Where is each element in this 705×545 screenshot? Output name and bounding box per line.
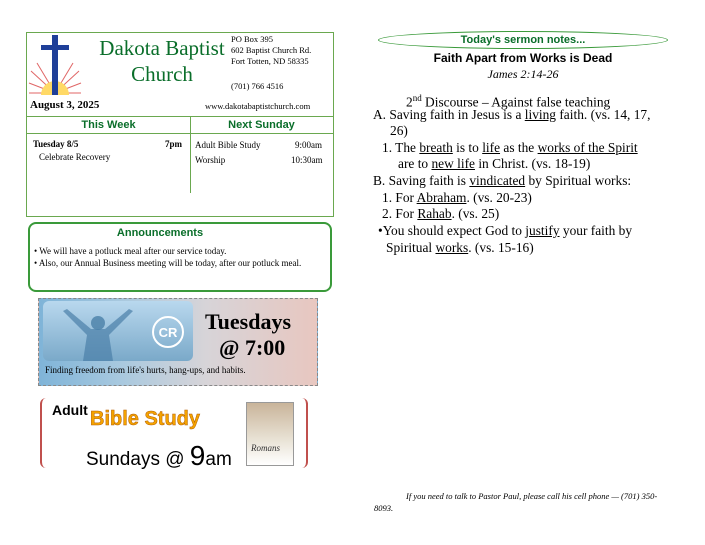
- cr-logo-icon: [151, 315, 185, 349]
- fill-in-blank: living: [524, 107, 556, 122]
- point-a1: [382, 140, 638, 156]
- note-text: as the: [500, 140, 538, 155]
- note-text: B. Saving faith is: [373, 173, 470, 188]
- pastor-contact-note: [374, 490, 664, 514]
- address-line: Fort Totten, ND 58335: [231, 56, 309, 66]
- this-week-day: Tuesday 8/5: [33, 139, 79, 149]
- announcement-item: • Also, our Annual Business meeting will be today, after our potluck meal.: [34, 258, 302, 268]
- church-name-line2: Church: [131, 62, 193, 86]
- note-text: You should expect God to: [382, 223, 526, 238]
- point-b: [373, 173, 631, 189]
- note-text: . (vs. 20-23): [466, 190, 532, 205]
- note-text: . (vs. 25): [451, 206, 500, 221]
- next-sunday-item-name: Adult Bible Study: [195, 140, 261, 150]
- bible-study-sundays: Sundays @: [86, 449, 185, 470]
- cr-day: Tuesdays: [205, 309, 292, 334]
- note-text: 2. For: [382, 206, 418, 221]
- bulletin-date: August 3, 2025: [30, 99, 100, 111]
- fill-in-blank: justify: [525, 223, 560, 238]
- fill-in-blank: works: [435, 240, 469, 255]
- announcements-box: [28, 222, 332, 292]
- pastor-contact-text: If you need to talk to Pastor Paul, please call his cell phone — (701) 350-8093.: [374, 491, 658, 513]
- church-name-line1: Dakota Baptist: [99, 36, 225, 60]
- next-sunday-item-time: 9:00am: [295, 140, 322, 150]
- next-sunday-heading: Next Sunday: [190, 117, 333, 134]
- point-bullet-cont: [386, 240, 534, 256]
- cr-time: @ 7:00: [219, 335, 286, 360]
- sermon-title: Faith Apart from Works is Dead: [433, 51, 613, 65]
- discourse-number: 2: [406, 94, 413, 110]
- discourse-suffix: nd: [412, 93, 422, 103]
- fill-in-blank: works of the Spirit: [537, 140, 638, 155]
- point-a-cont: 26): [390, 123, 408, 138]
- note-text: Spiritual: [386, 240, 436, 255]
- point-bullet: [378, 223, 632, 239]
- announcement-item: • We will have a potluck meal after our service today.: [34, 246, 227, 256]
- column-divider: [190, 117, 191, 193]
- cr-tagline: Finding freedom from life's hurts, hang-ups, and habits.: [45, 365, 246, 375]
- fill-in-blank: life: [482, 140, 501, 155]
- cross-sunburst-icon: [27, 33, 83, 97]
- discourse-text: Discourse – Against false teaching: [421, 94, 611, 110]
- note-text: your faith by: [559, 223, 633, 238]
- church-header: [26, 32, 334, 117]
- announcements-heading: Announcements: [116, 227, 204, 239]
- church-phone: (701) 766 4516: [231, 81, 284, 91]
- fill-in-blank: new life: [431, 156, 475, 171]
- note-text: in Christ. (vs. 18-19): [474, 156, 591, 171]
- address-line: PO Box 395: [231, 34, 274, 44]
- point-b1: [382, 190, 532, 206]
- romans-book-cover: [246, 402, 294, 466]
- celebrate-recovery-banner: [38, 298, 318, 386]
- address-line: 602 Baptist Church Rd.: [231, 45, 312, 55]
- note-text: A. Saving faith in Jesus is a: [373, 107, 525, 122]
- church-name: [87, 35, 237, 87]
- note-text: by Spiritual works:: [525, 173, 632, 188]
- bullet-icon: •: [378, 223, 383, 238]
- note-text: is to: [452, 140, 483, 155]
- note-text: 1. The: [382, 140, 420, 155]
- note-text: are to: [398, 156, 432, 171]
- bible-study-hour: 9: [189, 440, 206, 471]
- next-sunday-item-name: Worship: [195, 155, 226, 165]
- church-address: [231, 34, 311, 67]
- book-title: Romans: [251, 443, 280, 453]
- fill-in-blank: Abraham: [416, 190, 467, 205]
- fill-in-blank: Rahab: [417, 206, 452, 221]
- next-sunday-item-time: 10:30am: [291, 155, 323, 165]
- person-silhouette-icon: [53, 307, 143, 361]
- note-text: faith. (vs. 14, 17,: [556, 107, 651, 122]
- this-week-time: 7pm: [165, 139, 183, 149]
- raised-arms-photo: [43, 301, 193, 361]
- point-b2: [382, 206, 499, 222]
- bible-study-title: Bible Study: [90, 408, 201, 430]
- announcement-text: Also, our Annual Business meeting will be today, after our potluck meal.: [38, 258, 302, 268]
- point-a1-cont: [398, 156, 590, 172]
- sermon-scripture: James 2:14-26: [487, 67, 559, 81]
- church-website[interactable]: www.dakotabaptistchurch.com: [205, 101, 311, 111]
- sermon-notes-heading: Today's sermon notes...: [378, 31, 668, 49]
- bible-study-banner: [40, 398, 308, 471]
- schedule-box: [26, 116, 334, 217]
- fill-in-blank: breath: [419, 140, 453, 155]
- this-week-heading: This Week: [27, 117, 190, 134]
- bible-study-adult: Adult: [52, 402, 88, 418]
- note-text: 1. For: [382, 190, 417, 205]
- cr-logo-text: CR: [158, 325, 178, 340]
- bible-study-time: [86, 440, 232, 472]
- announcement-text: We will have a potluck meal after our service today.: [39, 246, 227, 256]
- note-text: . (vs. 15-16): [468, 240, 534, 255]
- point-a: [373, 107, 650, 123]
- fill-in-blank: vindicated: [469, 173, 526, 188]
- bible-study-am: am: [205, 449, 232, 470]
- this-week-event: Celebrate Recovery: [39, 152, 111, 162]
